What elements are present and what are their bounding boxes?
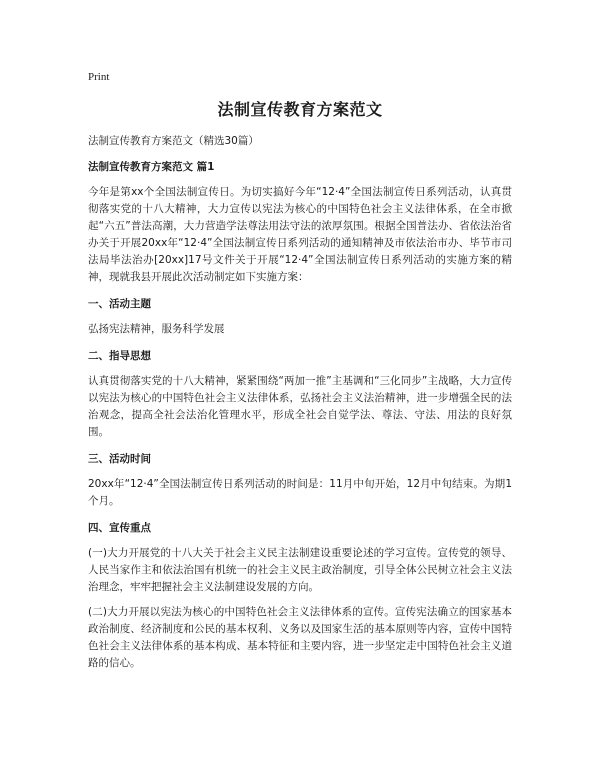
document-body: [88, 133, 512, 680]
section-heading-activity-time: 三、活动时间: [88, 453, 151, 465]
document-subtitle: 法制宣传教育方案范文（精选30篇）: [88, 135, 259, 147]
section-heading-publicity-focus: 四、宣传重点: [88, 522, 151, 534]
section-paragraph-focus-1: (一)大力开展党的十八大关于社会主义民主法制建设重要论述的学习宣传。宣传党的领导、人民当家作主和依法治国有机统一的社会主义民主政治制度，引导全体公民树立社会主义法治理念，牢牢把握社会主义法制建设发展的方向。: [88, 547, 512, 593]
document-title: 法制宣传教育方案范文: [217, 100, 383, 119]
article-heading: 法制宣传教育方案范文 篇1: [88, 161, 215, 173]
section-paragraph-guiding-ideology: 认真贯彻落实党的十八大精神，紧紧围绕“两加一推”主基调和“三化同步”主战略，大力宣传以宪法为核心的中国特色社会主义法律体系，弘扬社会主义法治精神，进一步增强全民的法治观念，提高全社会法治化管理水平，形成全社会自觉学法、尊法、守法、用法的良好氛围。: [88, 375, 512, 438]
section-heading-theme: 一、活动主题: [88, 298, 151, 310]
section-heading-guiding-ideology: 二、指导思想: [88, 350, 151, 362]
section-paragraph-activity-time: 20xx年“12·4”全国法制宣传日系列活动的时间是：11月中旬开始，12月中旬结束。为期1个月。: [88, 478, 512, 507]
section-paragraph-focus-2: (二)大力开展以宪法为核心的中国特色社会主义法律体系的宣传。宣传宪法确立的国家基本政治制度、经济制度和公民的基本权利、义务以及国家生活的基本原则等内容，宣传中国特色社会主义法律体系的基本构成、基本特征和主要内容，进一步坚定走中国特色社会主义道路的信心。: [88, 606, 512, 669]
intro-paragraph: 今年是第xx个全国法制宣传日。为切实搞好今年“12·4”全国法制宣传日系列活动，认真贯彻落实党的十八大精神，大力宣传以宪法为核心的中国特色社会主义法律体系，在全市掀起“六五”普法高潮，大力营造学法尊法用法守法的浓厚氛围。根据全国普法办、省依法治省办关于开展20xx年“12·4”全国法制宣传日系列活动的通知精神及市依法治市办、毕节市司法局毕法治办[20xx]17号文件关于开展“12·4”全国法制宣传日系列活动的实施方案的精神，现就我县开展此次活动制定如下实施方案：: [88, 186, 512, 283]
section-paragraph-theme: 弘扬宪法精神，服务科学发展: [88, 323, 225, 335]
print-label[interactable]: Print: [88, 71, 110, 83]
